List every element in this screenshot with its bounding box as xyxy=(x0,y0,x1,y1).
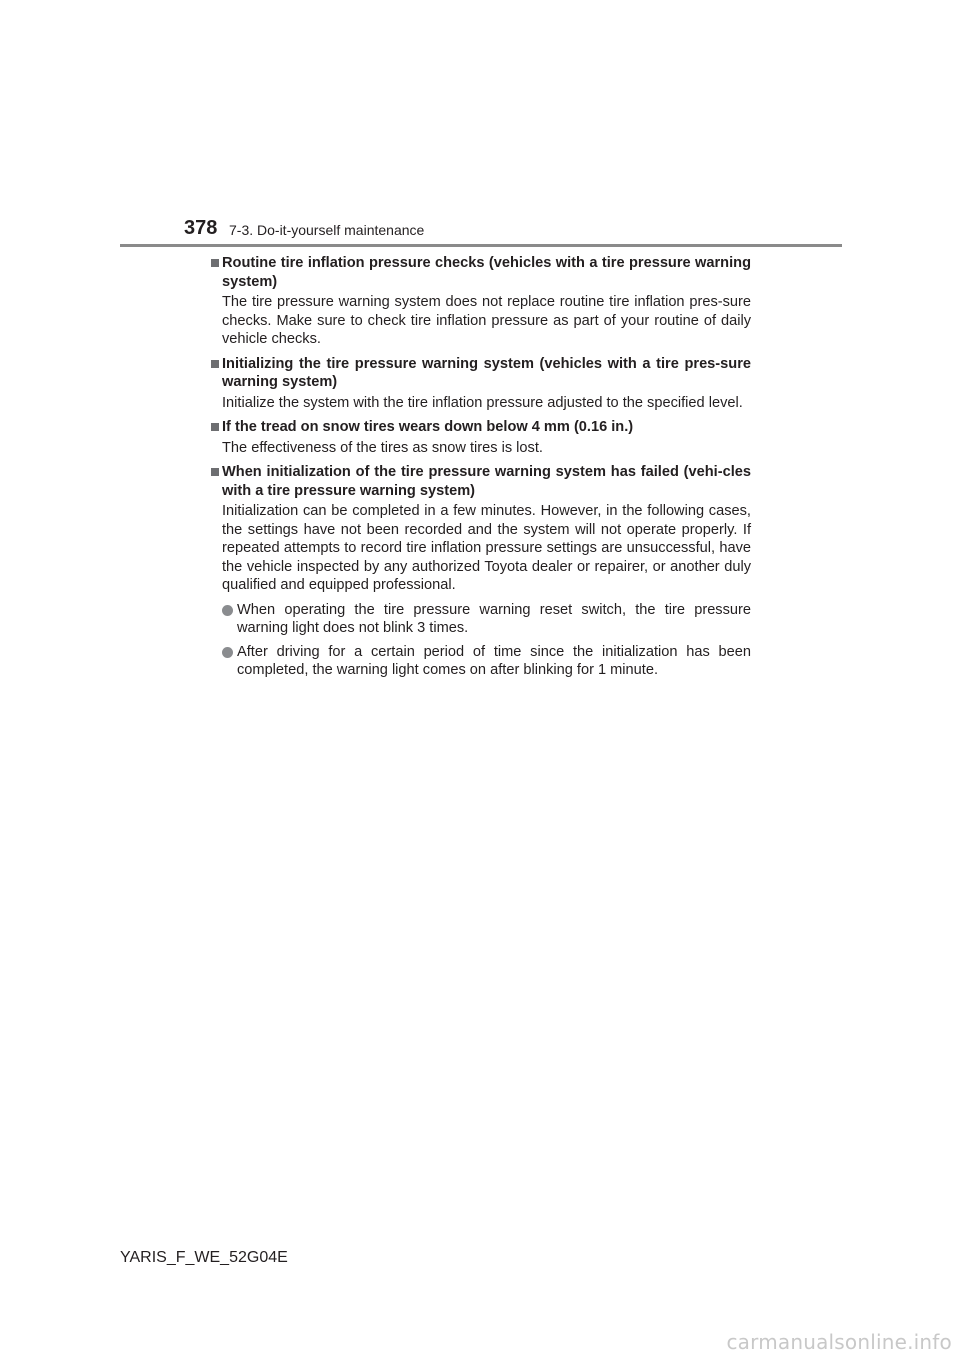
list-item xyxy=(222,643,751,680)
list-item-text: After driving for a certain period of time since the initialization has been completed, the warning light comes on after blinking for 1 minute. xyxy=(237,643,751,678)
list-item-text: When operating the tire pressure warning reset switch, the tire pressure warning light does not blink 3 times. xyxy=(237,601,751,636)
section-heading-text: If the tread on snow tires wears down below 4 mm (0.16 in.) xyxy=(222,419,634,435)
square-bullet-icon xyxy=(211,259,219,267)
section-heading xyxy=(211,254,751,291)
section-title: 7-3. Do-it-yourself maintenance xyxy=(229,222,425,238)
header-rule xyxy=(120,244,842,247)
square-bullet-icon xyxy=(211,423,219,431)
section-heading-text: Routine tire inflation pressure checks (vehicles with a tire pressure warning system) xyxy=(222,255,751,290)
document-code: YARIS_F_WE_52G04E xyxy=(120,1249,288,1266)
circle-bullet-icon xyxy=(222,647,233,658)
content-area xyxy=(211,254,751,685)
section-body: The effectiveness of the tires as snow tires is lost. xyxy=(222,439,543,456)
square-bullet-icon xyxy=(211,468,219,476)
page-number: 378 xyxy=(184,217,218,239)
section-heading xyxy=(211,355,751,392)
section-heading xyxy=(211,463,751,500)
section-heading-text: When initialization of the tire pressure warning system has failed (vehi-cles with a tire pressure warning system) xyxy=(222,464,751,499)
section-body: Initialize the system with the tire inflation pressure adjusted to the specified level. xyxy=(222,394,743,411)
section-body: The tire pressure warning system does not replace routine tire inflation pres-sure checks. Make sure to check tire inflation pressure as part of your routine of daily vehicle checks. xyxy=(222,294,751,347)
list-item xyxy=(222,601,751,638)
section-heading xyxy=(211,418,751,437)
section-heading-text: Initializing the tire pressure warning system (vehicles with a tire pres-sure warning system) xyxy=(222,355,751,390)
circle-bullet-icon xyxy=(222,605,233,616)
square-bullet-icon xyxy=(211,360,219,368)
section-body: Initialization can be completed in a few minutes. However, in the following cases, the settings have not been recorded and the system will not operate properly. If repeated attempts to record tire inflation pressure settings are unsuccessful, have the vehicle inspected by any authorized Toyota dealer or repairer, or another duly qualified and equipped professional. xyxy=(222,503,751,593)
watermark: carmanualsonline.info xyxy=(726,1330,952,1354)
